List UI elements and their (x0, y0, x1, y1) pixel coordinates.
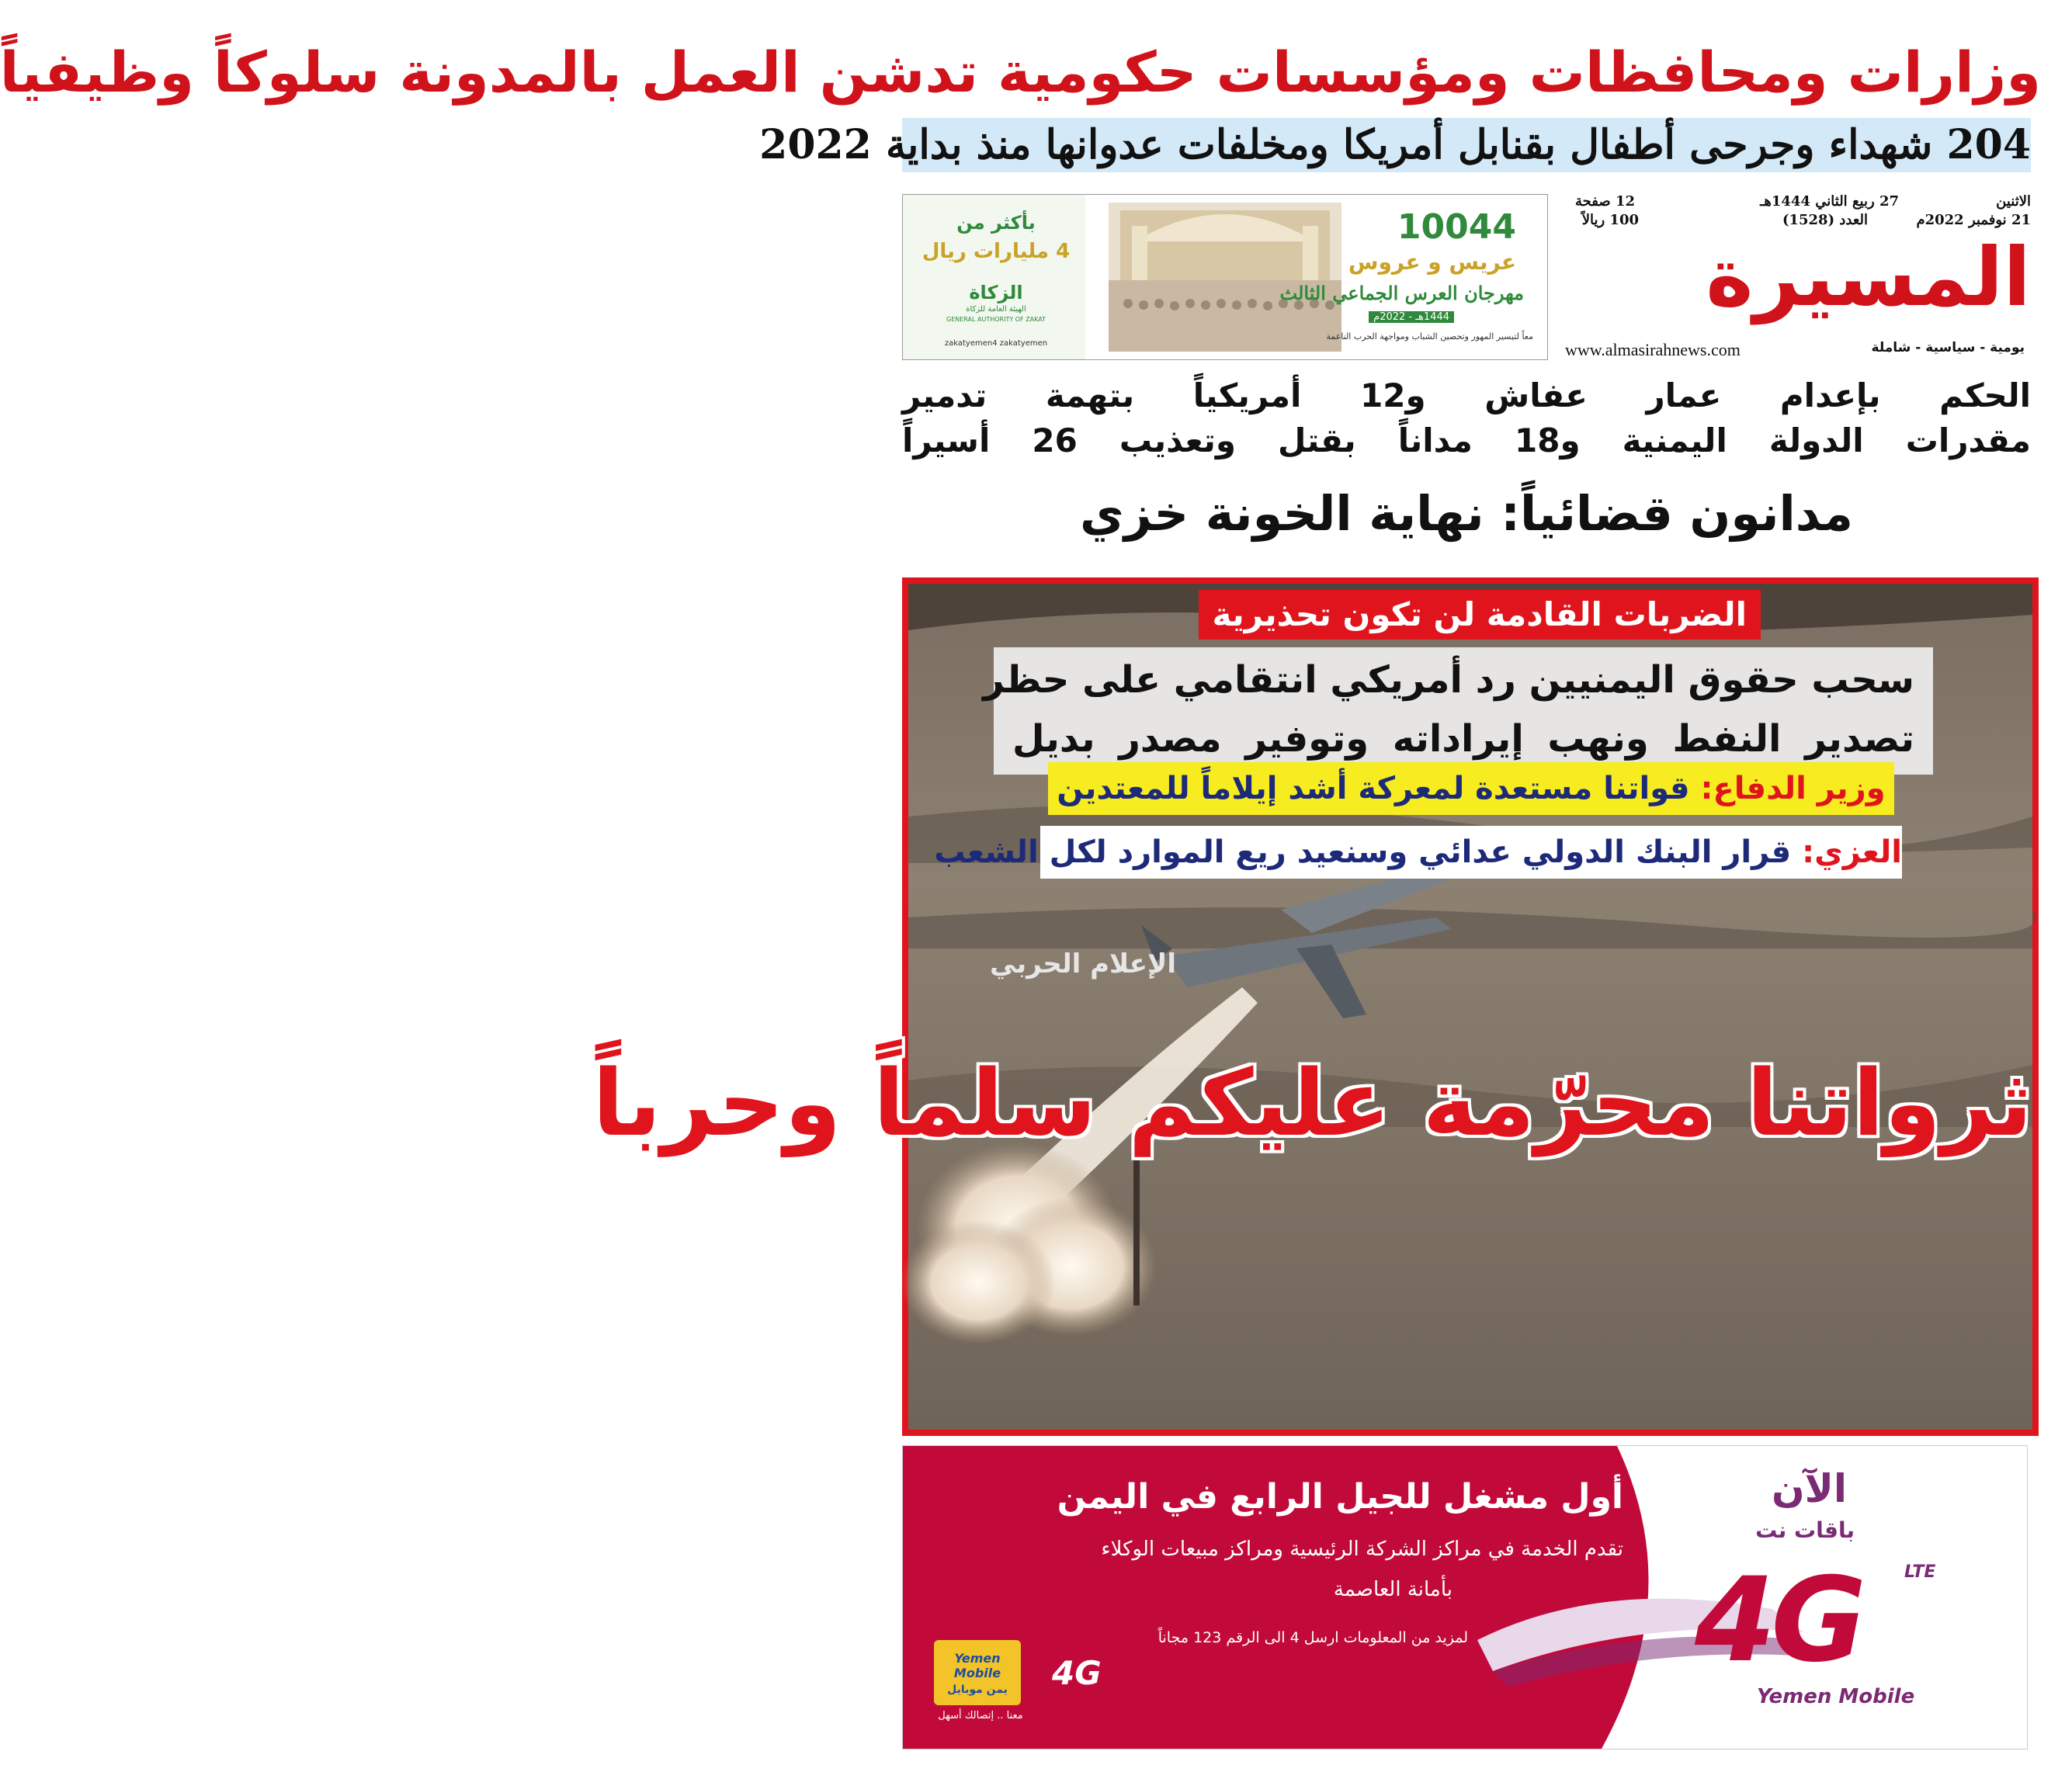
defense-minister-text: قواتنا مستعدة لمعركة أشد إيلاماً للمعتدين (1057, 771, 1690, 806)
ad-billions: 4 مليارات ريال (921, 240, 1071, 263)
issue-date-hijri: 27 ربيع الثاني 1444هـ (1760, 193, 1899, 210)
sub-headline-box (983, 647, 1933, 775)
azzi-label: العزي: (1802, 834, 1902, 870)
second-headline: 204 شهداء وجرحى أطفال بقنابل أمريكا ومخلفات عدوانها منذ بداية 2022 (759, 121, 2031, 168)
ad-slogan: معنا .. إتصالك أسهل (938, 1710, 1023, 1722)
ad-4g-big: 4G (1695, 1553, 1862, 1688)
yemen-mobile-logo (934, 1640, 1021, 1705)
issue-price: 100 ريالاً (1581, 212, 1639, 228)
zakat-authority-ar: الهيئة العامة للزكاة (966, 305, 1026, 314)
sub-headline-line-2: تصدير النفط ونهب إيراداته وتوفير مصدر بديل (1012, 717, 1914, 761)
zakat-logo-text: الزكاة (969, 282, 1023, 303)
yemen-mobile-ad[interactable] (902, 1445, 2028, 1749)
newspaper-tagline: يومية - سياسية - شاملة (1871, 340, 2025, 355)
sub-headline-line-1: سحب حقوق اليمنيين رد أمريكي انتقامي على حظر (983, 658, 1914, 702)
ad-more-than: بأكثر من (956, 212, 1036, 234)
ad-4g-small: 4G (1052, 1654, 1102, 1692)
strikes-warning-label: الضربات القادمة لن تكون تحذيرية (1199, 590, 1761, 640)
azzi-text: قرار البنك الدولي عدائي وسنعيد ريع الموارد لكل الشعب (934, 834, 1792, 870)
deck-line-1: الحكم بإعدام عمار عفاش و12 أمريكياً بتهمة تدمير (902, 376, 2031, 414)
ad-info-line: لمزيد من المعلومات ارسل 4 الى الرقم 123 مجاناً (1157, 1629, 1468, 1646)
yemen-mobile-logo-ar: يمن موبايل (947, 1684, 1008, 1696)
ad-now: الآن (1771, 1466, 1847, 1511)
war-media-watermark: الإعلام الحربي (990, 948, 1177, 980)
top-headline: وزارات ومحافظات ومؤسسات حكومية تدشن العمل بالمدونة سلوكاً وظيفياً (0, 40, 2041, 105)
photo-big-title: ثرواتنا محرّمة عليكم سلماً وحرباً (592, 1049, 2032, 1156)
zakat-social-handles: zakatyemen4 zakatyemen (944, 339, 1048, 348)
ad-caption: معاً لتيسير المهور وتحصين الشباب ومواجهة الحرب الناعمة (1326, 331, 1533, 342)
ad-service-line: تقدم الخدمة في مراكز الشركة الرئيسية ومراكز مبيعات الوكلاء (1101, 1538, 1623, 1561)
ad-net-packages: باقات نت (1755, 1517, 1855, 1543)
newspaper-logo: المسيرة (1706, 230, 2031, 324)
ad-year-tag: 1444هـ - 2022م (1369, 311, 1454, 323)
zakat-ad-banner[interactable] (902, 194, 1548, 360)
defense-minister-quote (1048, 762, 1894, 815)
main-headline: مدانون قضائياً: نهاية الخونة خزي (1080, 485, 1853, 542)
ad-couples-number: 10044 (1397, 207, 1516, 247)
ad-event-name: مهرجان العرس الجماعي الثالث (1279, 282, 1524, 304)
zakat-authority-en: GENERAL AUTHORITY OF ZAKAT (946, 316, 1046, 323)
azzi-quote (934, 826, 1902, 879)
issue-number: العدد (1528) (1782, 212, 1868, 228)
deck-line-2: مقدرات الدولة اليمنية و18 مداناً بقتل وتعذيب 26 أسيراً (902, 421, 2031, 459)
ad-lte-tag: LTE (1904, 1562, 1936, 1582)
issue-day: الاثنين (1996, 193, 2031, 210)
defense-minister-label: وزير الدفاع: (1700, 771, 1886, 806)
ad-brand-name: Yemen Mobile (1757, 1685, 1915, 1708)
ad-couples-label: عريس و عروس (1348, 249, 1516, 275)
issue-date-gregorian: 21 نوفمبر 2022م (1916, 212, 2031, 228)
feature-photo-frame (592, 577, 2039, 1436)
website-url[interactable]: www.almasirahnews.com (1565, 340, 1741, 359)
masthead (1565, 186, 2031, 365)
yemen-mobile-logo-en: Yemen Mobile (953, 1651, 1001, 1680)
page-count: 12 صفحة (1575, 193, 1635, 210)
ad-capital-line: بأمانة العاصمة (1333, 1578, 1452, 1601)
ad-headline: أول مشغل للجيل الرابع في اليمن (1057, 1477, 1623, 1517)
